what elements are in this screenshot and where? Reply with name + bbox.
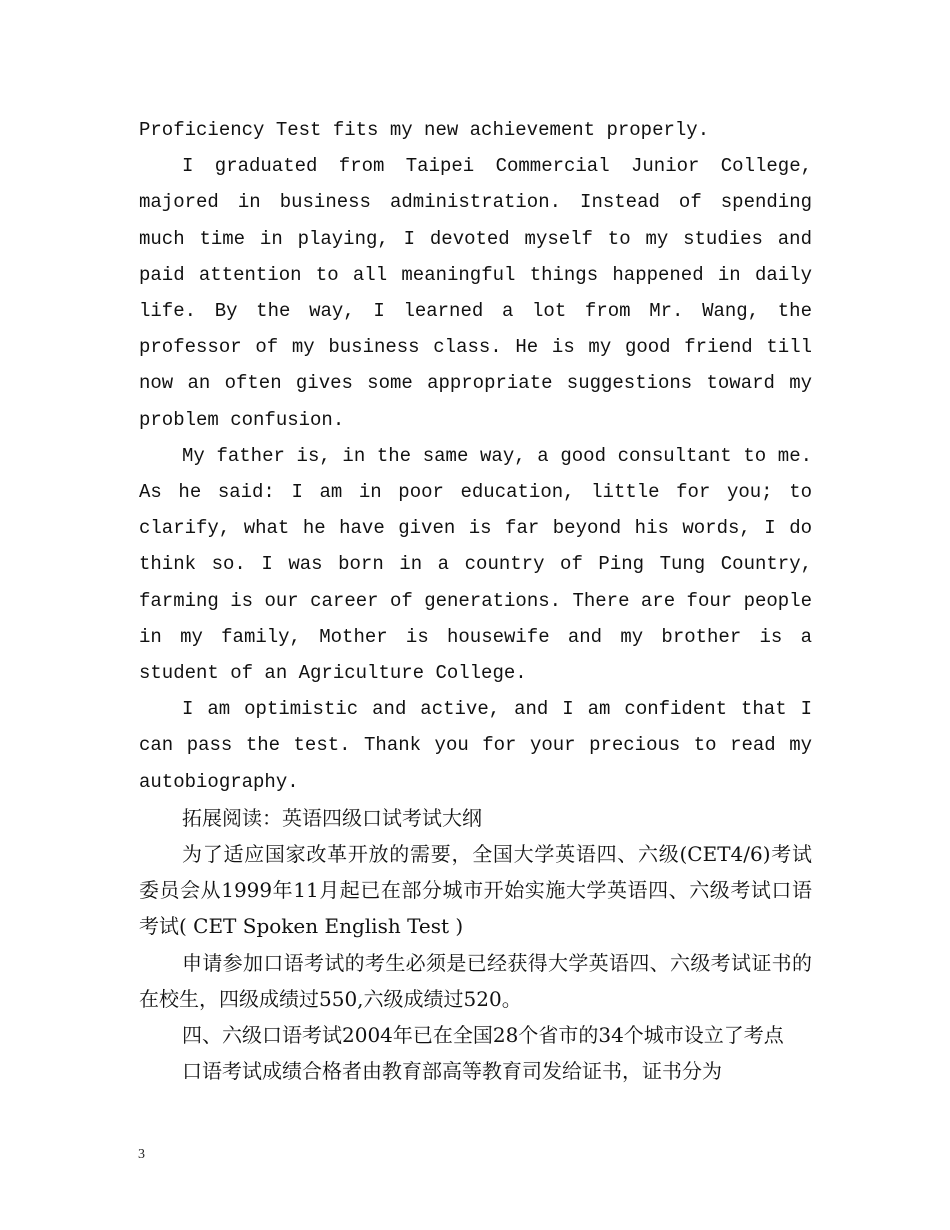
paragraph-family: My father is, in the same way, a good consultant to me. As he said: I am in poor education, little for you; to clarify, what he have given is far beyond his words, I do think so. I was born in a country of Ping Tung Country, farming is our career of generations. There are four people in my family, Mother is housewife and my brother is a student of an Agriculture College. — [139, 444, 812, 685]
paragraph-continuation: Proficiency Test fits my new achievement properly. — [139, 119, 710, 141]
paragraph-test-centers: 四、六级口语考试2004年已在全国28个省市的34个城市设立了考点 — [182, 1023, 784, 1048]
page-number: 3 — [138, 1147, 145, 1162]
paragraph-eligibility: 申请参加口语考试的考生必须是已经获得大学英语四、六级考试证书的在校生，四级成绩过550,六级成绩过520。 — [139, 950, 812, 1011]
paragraph-closing: I am optimistic and active, and I am confident that I can pass the test. Thank you for your precious to read my autobiography. — [139, 698, 812, 793]
section-heading: 拓展阅读：英语四级口试考试大纲 — [182, 805, 482, 830]
paragraph-education: I graduated from Taipei Commercial Junior College, majored in business administration. Instead of spending much time in playing, I devoted myself to my studies and paid attention to all meaningful things happened in daily life. By the way, I learned a lot from Mr. Wang, the professor of my business class. He is my good friend till now an often gives some appropriate suggestions toward my problem confusion. — [139, 155, 812, 431]
paragraph-cet-intro: 为了适应国家改革开放的需要，全国大学英语四、六级(CET4/6)考试委员会从1999年11月起已在部分城市开始实施大学英语四、六级考试口语考试( CET Spoken English Test ) — [139, 842, 812, 939]
document-body — [139, 112, 812, 1089]
paragraph-certificate: 口语考试成绩合格者由教育部高等教育司发给证书，证书分为 — [182, 1059, 722, 1084]
